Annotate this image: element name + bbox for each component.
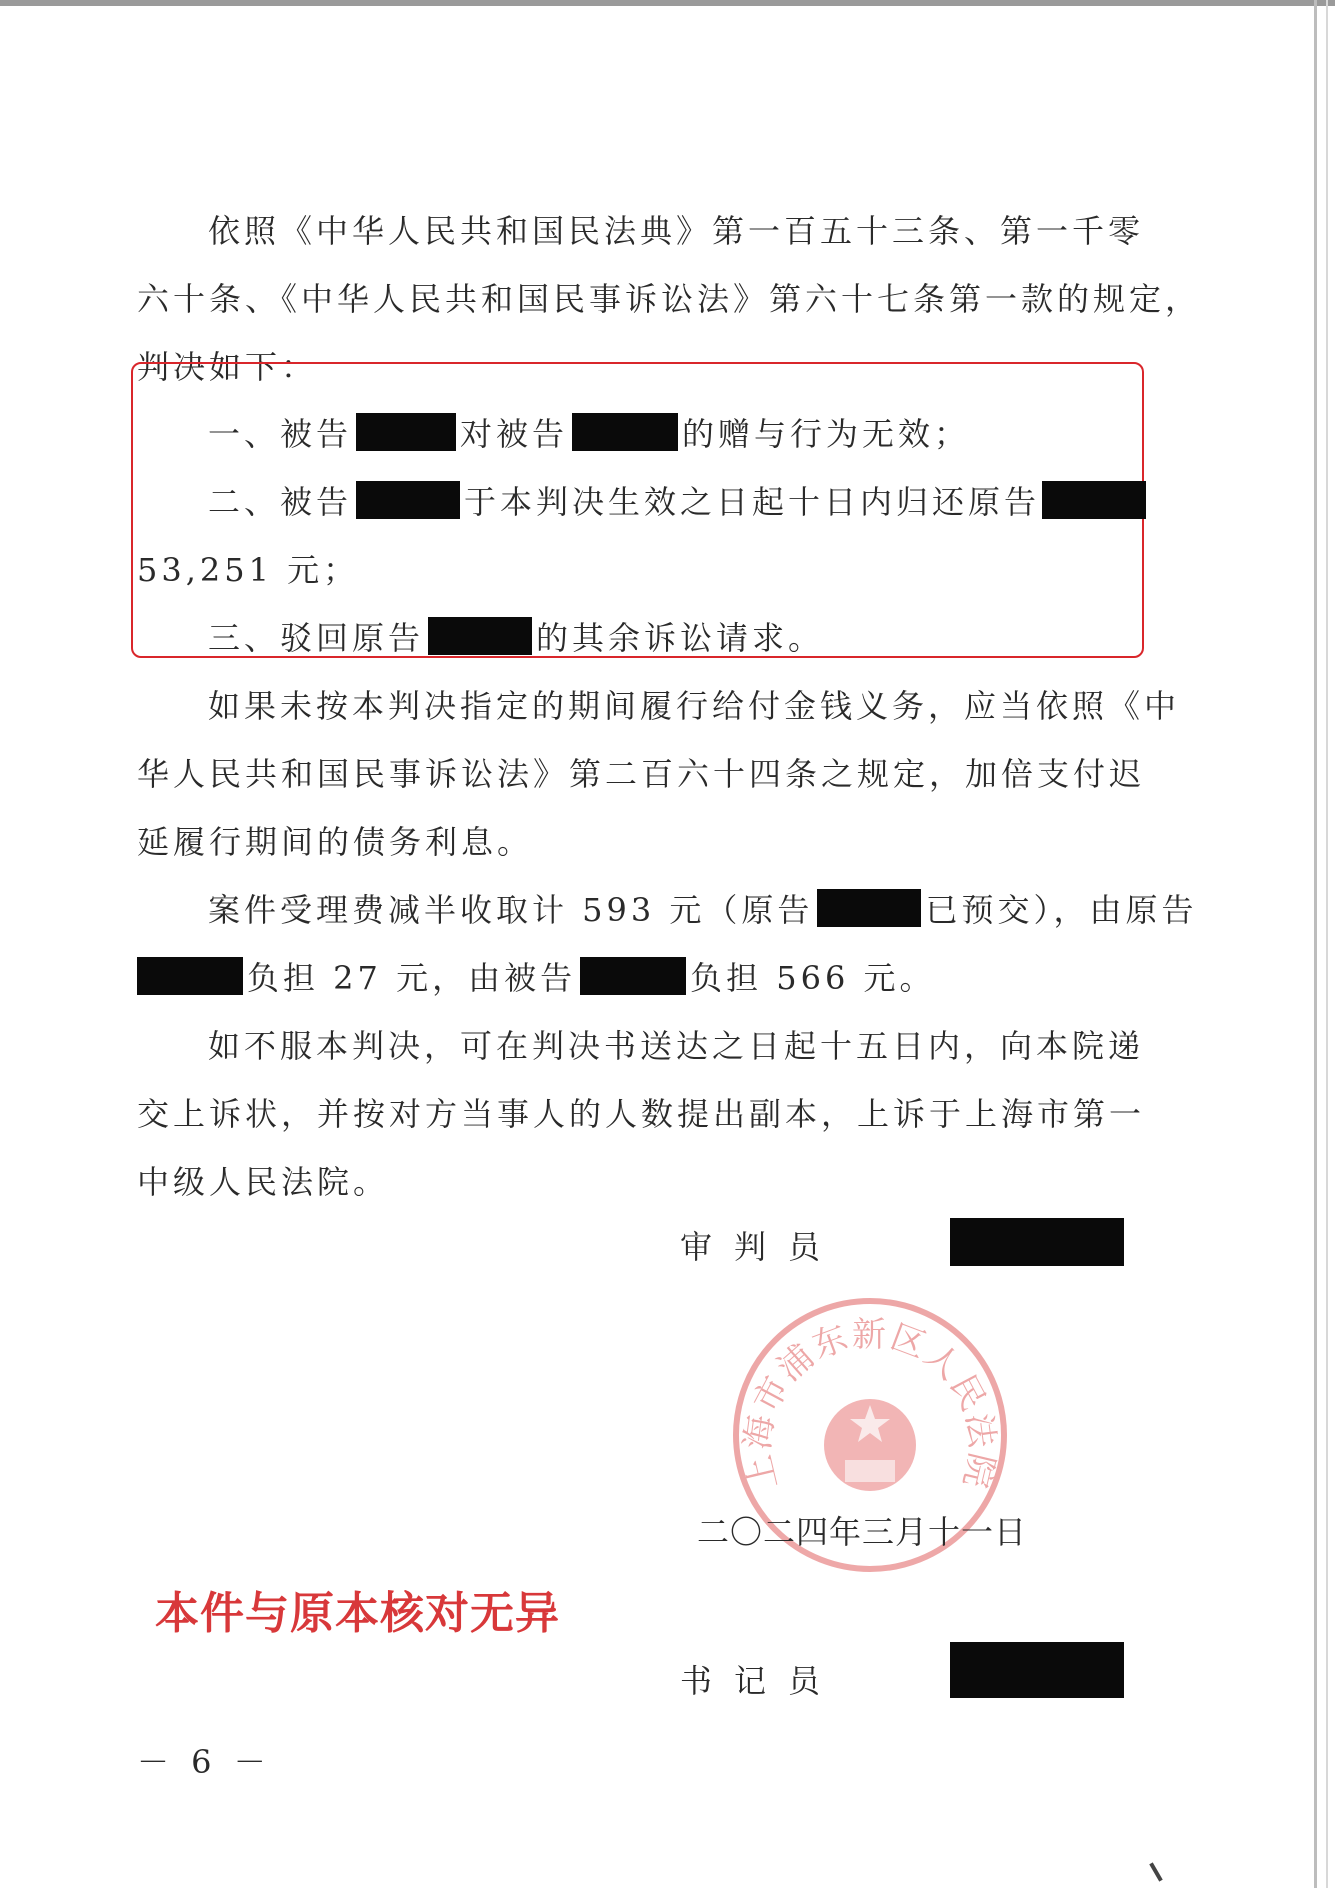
seal-text: 上海市浦东新区人民法院: [737, 1314, 1003, 1494]
judge-label: 审判员: [680, 1228, 843, 1266]
penalty-line-1: 如果未按本判决指定的期间履行给付金钱义务，应当依照《中: [208, 687, 1181, 725]
penalty-line-3: 延履行期间的债务利息。: [137, 823, 534, 861]
redaction-plaintiff-1: [1042, 481, 1146, 519]
fee-plaintiff-share: 负担 27 元，由被告: [247, 959, 577, 997]
judgment-date: 二〇二四年三月十一日: [697, 1513, 1028, 1551]
scan-artifact: [1149, 1862, 1162, 1881]
redaction-defendant-2: [572, 413, 678, 451]
appeal-line-1: 如不服本判决，可在判决书送达之日起十五日内，向本院递: [208, 1027, 1145, 1065]
basis-line-3: 判决如下：: [137, 348, 318, 386]
item2-middle: 于本判决生效之日起十日内归还原告: [464, 483, 1041, 521]
clerk-label: 书记员: [680, 1662, 843, 1700]
redaction-defendant-4: [580, 957, 686, 995]
fee-line-2: [137, 954, 1139, 1002]
verification-stamp: 本件与原本核对无异: [155, 1588, 560, 1639]
penalty-line-2: 华人民共和国民事诉讼法》第二百六十四条之规定，加倍支付迟: [137, 755, 1146, 793]
fee-middle: 已预交），由原告: [925, 891, 1198, 929]
scan-right-edge-inner: [1326, 0, 1328, 1888]
page-number: － 6 －: [137, 1743, 272, 1781]
redaction-defendant-3: [356, 481, 460, 519]
item1-suffix: 的赠与行为无效；: [682, 415, 971, 453]
item3-prefix: 三、驳回原告: [208, 619, 425, 657]
basis-line-2: 六十条、《中华人民共和国民事诉讼法》第六十七条第一款的规定，: [137, 280, 1202, 318]
redaction-clerk-name: [950, 1642, 1124, 1698]
fee-line-1: [208, 886, 1198, 934]
fee-prefix: 案件受理费减半收取计 593 元（原告: [208, 891, 814, 929]
redaction-judge-name: [950, 1218, 1124, 1266]
redaction-plaintiff-2: [428, 617, 532, 655]
redaction-plaintiff-3: [817, 889, 921, 927]
appeal-line-2: 交上诉状，并按对方当事人的人数提出副本，上诉于上海市第一: [137, 1095, 1146, 1133]
fee-defendant-share: 负担 566 元。: [690, 959, 936, 997]
basis-line-1: 依照《中华人民共和国民法典》第一百五十三条、第一千零: [208, 212, 1145, 250]
item1-middle: 对被告: [460, 415, 569, 453]
appeal-line-3: 中级人民法院。: [137, 1163, 390, 1201]
item2-prefix: 二、被告: [208, 483, 353, 521]
judgment-item-1: [208, 410, 1139, 458]
item1-prefix: 一、被告: [208, 415, 353, 453]
item3-suffix: 的其余诉讼请求。: [536, 619, 825, 657]
judgment-item-3: [208, 614, 1139, 662]
judgment-item-2-amount: 53,251 元；: [137, 551, 360, 589]
scan-top-edge: [0, 0, 1335, 6]
redaction-plaintiff-4: [137, 957, 243, 995]
judgment-item-2: [208, 478, 1139, 526]
redaction-defendant-1: [356, 413, 456, 451]
scan-right-edge: [1314, 0, 1317, 1888]
